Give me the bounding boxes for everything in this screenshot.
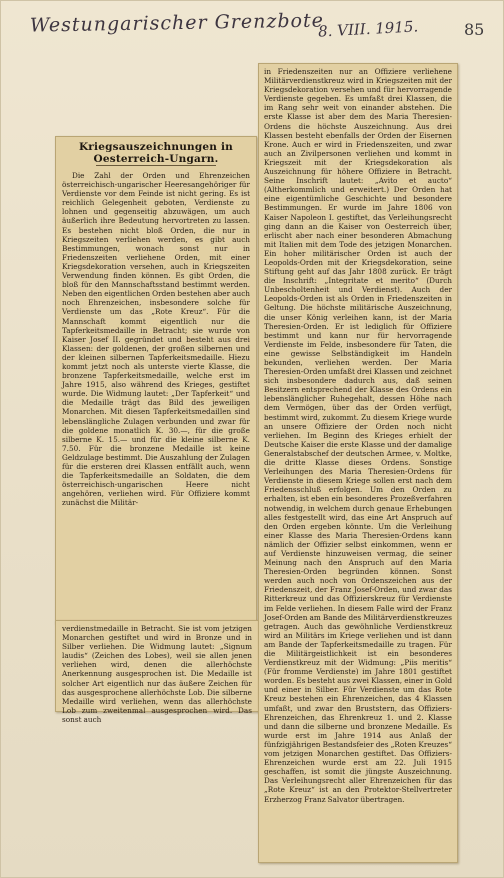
article-paragraph: in Friedenszeiten nur an Offiziere verliehene Militärverdienstkreuz wird in Kriegszeiten mit der Kriegsdekoration versehen und für hervorragende Verdienste gegeben. Es umfaßt drei Klassen, die im Rang sehr weit von einander abstehen. Die erste Klasse ist aber dem des Maria Theresien-Ordens die höchste Auszeichnung. Aus drei Klassen besteht ebenfalls der Orden der Eisernen Krone. Auch er wird in Friedenszeiten, und zwar auch an Zivilpersonen verliehen und kommt in Kriegszeit mit der Kriegsdekoration als Auszeichnung für höhere Offiziere in Betracht. Seine Inschrift lautet: „Avito et aucto“ (Altherkommlich und erweitert.) Der Orden hat eine eigentümliche Geschichte und besondere Bestimmungen. Er wurde im Jahre 1806 von Kaiser Napoleon I. gestiftet, das Verleihungsrecht ging dann an die Kaiser von Oesterreich über, erlischt aber nach einer besonderen Abmachung mit Italien mit dem Tode des jetzigen Monarchen. Ein hoher militärischer Orden ist auch der Leopolds-Orden mit der Kriegsdekoration, seine Stiftung geht auf das Jahr 1808 zurück. Er trägt die Inschrift: „Integritate et merito“ (Durch Unbescholtenheit und Verdienst). Auch der Leopolds-Orden ist als Orden in Friedenszeiten in Geltung. Die höchste militärische Auszeichnung, die unser König verleihen kann, ist der Maria Theresien-Orden. Er ist lediglich für Offiziere bestimmt und kann nur für hervorragende Verdienste im Felde, insbesondere für Taten, die eine gewisse Selbständigkeit im Handeln bekunden, verliehen werden. Der Maria Theresien-Orden umfaßt drei Klassen und zeichnet sich insbesondere dadurch aus, daß seinen Besitzern entsprechend der Klasse des Ordens ein lebenslänglicher Ruhegehalt, dessen Höhe nach dem Vermögen, über das der Orden verfügt, bestimmt wird, zukommt. Zu diesem Kriege wurde an unsere Offiziere der Orden noch nicht verliehen. Im Beginn des Krieges erhielt der Deutsche Kaiser die erste Klasse und der damalige Generalstabschef der deutschen Armee, v. Moltke, die dritte Klasse dieses Ordens. Sonstige Verleihungen des Maria Theresien-Ordens für Verdienste in diesem Kriege sollen erst nach dem Friedensschluß erfolgen. Um den Orden zu erhalten, ist eben ein besonderes Prozeßverfahren notwendig, in welchem durch genaue Erhebungen alles festgestellt wird, das eine Art Anspruch auf den Orden ergeben könnte. Um die Verleihung einer Klasse des Maria Theresien-Ordens kann nämlich der Offizier selbst einkommen, wenn er auf Verdienste hinzuweisen vermag, die seiner Meinung nach den Anspruch auf den Maria Theresien-Orden begründen können. Sonst werden auch noch von Ordenszeichen aus der Friedenszeit, der Franz Josef-Orden, und zwar das Ritterkreuz und das Offizierskreuz für Verdienste im Felde verliehen. In diesem Falle wird der Franz Josef-Orden am Bande des Militärverdienstkreuzes getragen. Auch das gewöhnliche Verdienstkreuz wird an Militärs im Kriege verliehen und ist dann am Bande der Tapferkeitsmedaille zu tragen. Für die Militärgeistlichkeit ist ein besonderes Verdienstkreuz mit der Widmung: „Piis meritis“ (Für fromme Verdienste) im Jahre 1801 gestiftet worden. Es besteht aus zwei Klassen, einer in Gold und einer in Silber. Für Verdienste um das Rote Kreuz bestehen ein Ehrenzeichen, das 4 Klassen umfaßt, und zwar den Bruststern, das Offiziers-Ehrenzeichen, das Ehrenkreuz 1. und 2. Klasse und dann die silberne und bronzene Medaille. Es wurde erst im Jahre 1914 aus Anlaß der fünfzigjährigen Bestandsfeier des „Roten Kreuzes“ vom jetzigen Monarchen gestiftet. Das Offiziers-Ehrenzeichen wurde erst am 22. Juli 1915 geschaffen, ist somit die jüngste Auszeichnung. Das Verleihungsrecht aller Ehrenzeichen für das „Rote Kreuz“ ist an den Protektor-Stellvertreter Erzherzog Franz Salvator übertragen. [264, 67, 452, 804]
newspaper-clipping-right [258, 63, 458, 863]
article-column-right [264, 67, 452, 804]
article-headline: Kriegsauszeichnungen in Oesterreich-Ungarn. [78, 141, 234, 165]
handwritten-date: 8. VIII. 1915. [317, 17, 419, 41]
newspaper-clipping-left-top [55, 136, 257, 624]
handwritten-source-note: Westungarischer Grenzbote [29, 9, 325, 37]
article-paragraph: Die Zahl der Orden und Ehrenzeichen österreichisch-ungarischer Heeresangehöriger für Verdienste vor dem Feinde ist nicht gering. Es ist reichlich Gelegenheit geboten, Verdienste zu lohnen und gegenseitig abzuwägen, um auch äußerlich ihre Bedeutung hervortreten zu lassen. Es bestehen nicht bloß Orden, die nur in Kriegszeiten verliehen werden, es gibt auch Bestimmungen, wonach sonst nur in Friedenszeiten verliehene Orden, mit einer Kriegsdekoration versehen, auch in Kriegszeiten Verwendung finden können. Es gibt Orden, die bloß für den Mannschaftsstand bestimmt werden. Neben den eigentlichen Orden bestehen aber auch noch Ehrenzeichen, insbesondere solche für Verdienste um das „Rote Kreuz“. Für die Mannschaft kommt eigentlich nur die Tapferkeitsmedaille in Betracht; sie wurde von Kaiser Josef II. gegründet und besteht aus drei Klassen: der goldenen, der großen silbernen und der kleinen silbernen Tapferkeitsmedaille. Hiezu kommt jetzt noch als unterste vierte Klasse, die bronzene Tapferkeitsmedaille, welche erst im Jahre 1915, also während des Krieges, gestiftet wurde. Die Widmung lautet: „Der Tapferkeit“ und die Medaille trägt das Bild des jeweiligen Monarchen. Mit diesen Tapferkeitsmedaillen sind lebenslängliche Zulagen verbunden und zwar für die goldene monatlich K. 30.—, für die große silberne K. 15.— und für die kleine silberne K. 7.50. Für die bronzene Medaille ist keine Geldzulage bestimmt. Die Auszahlung der Zulagen für die ersteren drei Klassen entfällt auch, wenn die Tapferkeitsmedaille an Soldaten, die dem österreichisch-ungarischen Heere nicht angehören, verliehen wird. Für Offiziere kommt zunächst die Militär- [62, 171, 250, 508]
headline-rule [96, 165, 216, 166]
article-column-left-bottom [62, 624, 252, 724]
article-paragraph: verdienstmedaille in Betracht. Sie ist vom jetzigen Monarchen gestiftet und wird in Bronze und in Silber verliehen. Die Widmung lautet: „Signum laudis“ (Zeichen des Lobes), weil sie allen jenen verliehen wird, denen die allerhöchste Anerkennung ausgesprochen ist. Die Medaille ist solcher Art eigentlich nur das äußere Zeichen für das ausgesprochene allerhöchste Lob. Die silberne Medaille wird verliehen, wenn das allerhöchste Lob zum zweitenmal ausgesprochen wird. Das sonst auch [62, 624, 252, 724]
newspaper-clipping-left-bottom [55, 620, 259, 724]
article-column-left-top [62, 171, 250, 507]
page-number: 85 [464, 20, 485, 39]
